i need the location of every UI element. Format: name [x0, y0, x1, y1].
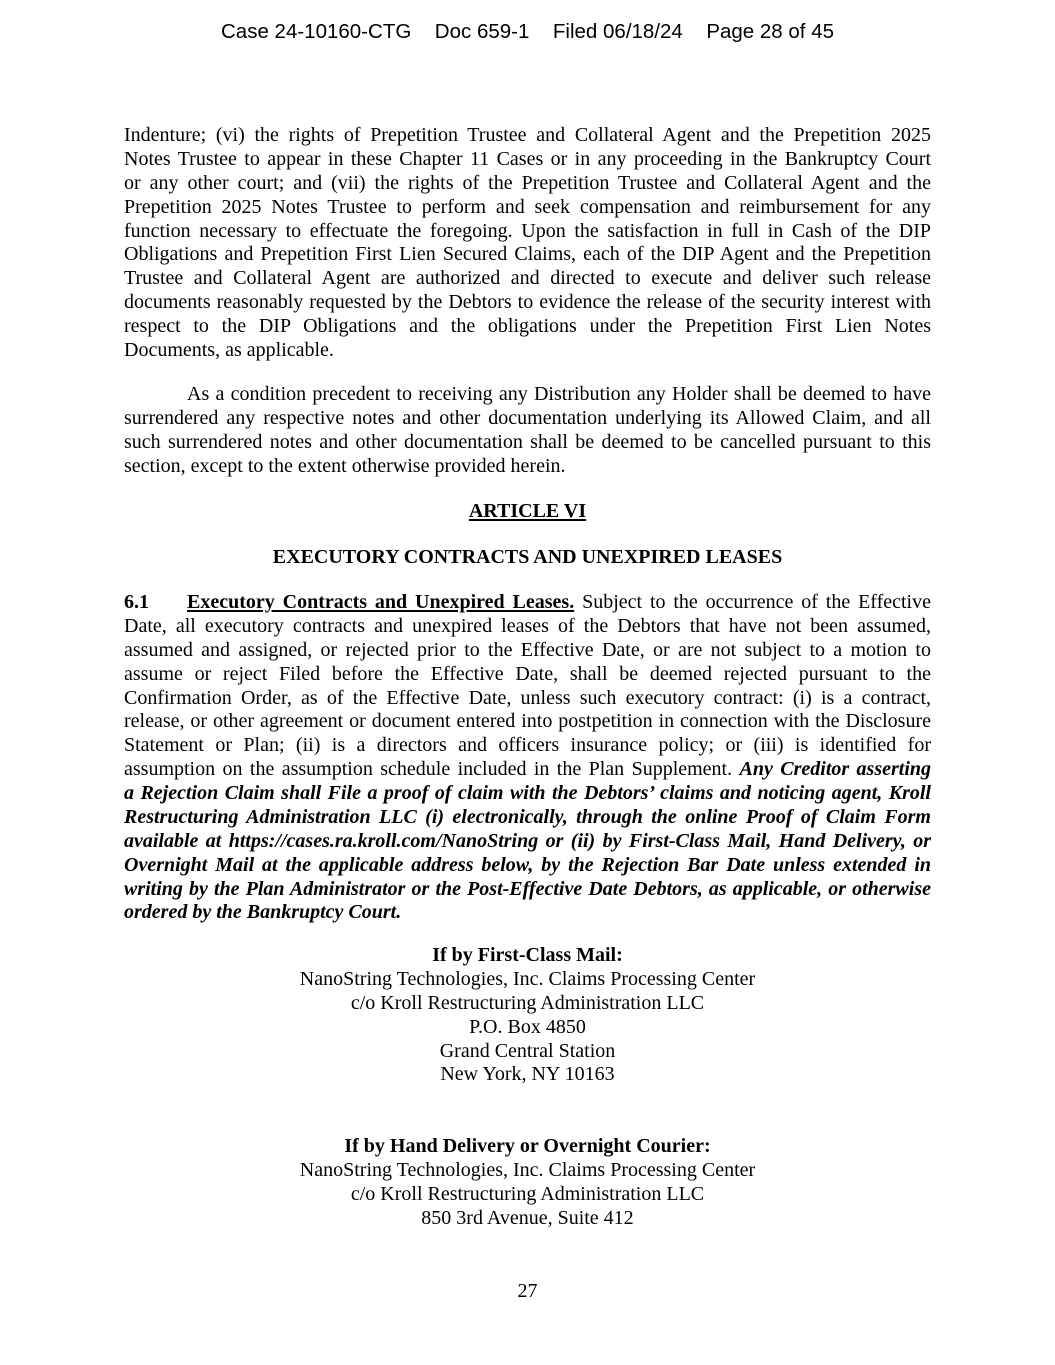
paragraph-line: or any other court; and (vii) the rights of the Prepetition Trustee and Collateral Agent and the [124, 171, 931, 194]
paragraph-line: Prepetition 2025 Notes Trustee to perform and seek compensation and reimbursement for any [124, 195, 931, 218]
paragraph-line: Indenture; (vi) the rights of Prepetition Trustee and Collateral Agent and the Prepetition 2025 [124, 124, 931, 146]
paragraph-continuation [124, 124, 931, 363]
mail-address-block [124, 944, 931, 1087]
article-number-row [124, 500, 931, 524]
article-number: ARTICLE VI [468, 500, 587, 522]
paragraph-line: section, except to the extent otherwise provided herein. [124, 454, 566, 477]
section-line: Date, all executory contracts and unexpired leases of the Debtors that have not been assumed, [124, 614, 931, 637]
address-line: NanoString Technologies, Inc. Claims Processing Center [299, 1158, 756, 1181]
section-6-1 [124, 591, 931, 925]
emphasis-text: Any Creditor asserting [739, 758, 932, 781]
paragraph-line: surrendered any respective notes and other documentation underlying its Allowed Claim, and all [124, 406, 931, 429]
address-line: c/o Kroll Restructuring Administration LLC [350, 1182, 705, 1205]
section-number: 6.1 [124, 591, 149, 613]
address-line: New York, NY 10163 [440, 1063, 615, 1086]
address-line: c/o Kroll Restructuring Administration LLC [350, 991, 705, 1014]
emphasis-line: a Rejection Claim shall File a proof of claim with the Debtors’ claims and noticing agent, Kroll [124, 782, 931, 804]
paragraph-line: Documents, as applicable. [124, 338, 334, 361]
emphasis-line: ordered by the Bankruptcy Court. [124, 901, 402, 924]
paragraph-line: Notes Trustee to appear in these Chapter 11 Cases or in any proceeding in the Bankruptcy Court [124, 147, 931, 170]
emphasis-line: Overnight Mail at the applicable address below, by the Rejection Bar Date unless extended in [124, 853, 931, 876]
page-header [0, 20, 1055, 44]
emphasis-line: writing by the Plan Administrator or the Post-Effective Date Debtors, as applicable, or otherwise [124, 877, 931, 900]
section-line: release, or other agreement or document entered into postpetition in connection with the Disclosure [124, 710, 931, 733]
article-title-row [124, 546, 931, 570]
section-heading-line [124, 591, 931, 615]
address-line: 850 3rd Avenue, Suite 412 [421, 1206, 634, 1229]
paragraph-line: function necessary to effectuate the foregoing. Upon the satisfaction in full in Cash of the DIP [124, 219, 931, 242]
address-line: P.O. Box 4850 [469, 1015, 586, 1038]
section-line: assumed and assigned, or rejected prior to the Effective Date, or are not subject to a motion to [124, 638, 931, 661]
section-heading: Executory Contracts and Unexpired Leases. [187, 591, 575, 613]
paragraph-line: documents reasonably requested by the Debtors to evidence the release of the security interest with [124, 291, 931, 314]
header-page-count: Page 28 of 45 [706, 20, 834, 43]
address-heading: If by Hand Delivery or Overnight Courier: [344, 1135, 711, 1157]
section-line: Statement or Plan; (ii) is a directors and officers insurance policy; or (iii) is identified for [124, 734, 931, 757]
paragraph-line: such surrendered notes and other documentation shall be deemed to be cancelled pursuant to this [124, 430, 931, 453]
paragraph-line: Obligations and Prepetition First Lien Secured Claims, each of the DIP Agent and the Prepetition [124, 243, 931, 266]
address-heading: If by First-Class Mail: [432, 944, 623, 966]
page-number: 27 [517, 1280, 538, 1302]
address-line: Grand Central Station [439, 1039, 616, 1062]
header-case-number: Case 24-10160-CTG [221, 20, 412, 43]
paragraph-line: respect to the DIP Obligations and the obligations under the Prepetition First Lien Notes [124, 315, 931, 337]
emphasis-line: Restructuring Administration LLC (i) electronically, through the online Proof of Claim Form [124, 805, 931, 828]
emphasis-line: available at https://cases.ra.kroll.com/NanoString or (ii) by First-Class Mail, Hand Delivery, or [124, 829, 931, 852]
section-text: Subject to the occurrence of the Effective [582, 591, 931, 613]
surrender-paragraph [124, 383, 931, 479]
section-text: assumption on the assumption schedule included in the Plan Supplement. [124, 758, 733, 781]
paragraph-line: As a condition precedent to receiving any Distribution any Holder shall be deemed to have [187, 383, 931, 405]
paragraph-line: Trustee and Collateral Agent are authorized and directed to execute and deliver such release [124, 267, 931, 290]
article-title: EXECUTORY CONTRACTS AND UNEXPIRED LEASES [272, 546, 783, 568]
address-line: NanoString Technologies, Inc. Claims Processing Center [299, 967, 756, 990]
hand-delivery-address-block [124, 1135, 931, 1231]
section-line: assume or reject Filed before the Effective Date, shall be deemed rejected pursuant to the [124, 662, 931, 685]
header-doc-number: Doc 659-1 [434, 20, 530, 43]
section-line: Confirmation Order, as of the Effective Date, unless such executory contract: (i) is a contract, [124, 686, 931, 709]
section-mixed-line [124, 758, 931, 782]
header-filed-date: Filed 06/18/24 [552, 20, 683, 43]
